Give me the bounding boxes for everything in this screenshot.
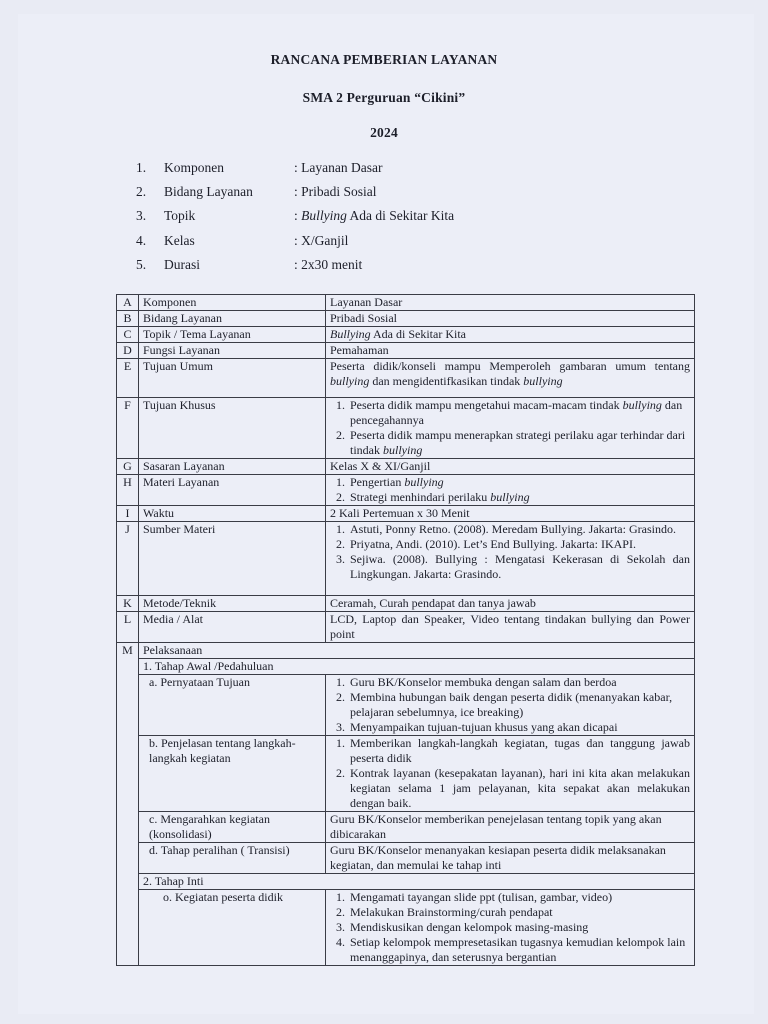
info-list (136, 160, 454, 281)
row-value: 2 Kali Pertemuan x 30 Menit (326, 506, 695, 522)
table-row (117, 890, 695, 966)
objective-list (330, 398, 690, 458)
info-label: Durasi (164, 256, 200, 272)
table-row (117, 343, 695, 359)
table-row (117, 295, 695, 311)
row-label: Bidang Layanan (139, 311, 326, 327)
row-value: Pemahaman (326, 343, 695, 359)
row-code: K (117, 596, 139, 612)
row-label: Metode/Teknik (139, 596, 326, 612)
list-item-text: Peserta didik mampu mengetahui macam-macam tindak (350, 398, 623, 412)
row-label: Tujuan Khusus (139, 398, 326, 459)
row-value (326, 522, 695, 596)
row-code: H (117, 475, 139, 506)
list-item-italic: bullying (383, 443, 423, 457)
row-code: C (117, 327, 139, 343)
list-item (348, 490, 690, 505)
step-list (330, 890, 690, 965)
row-code: E (117, 359, 139, 398)
list-item: 2. Melakukan Brainstorming/curah pendapat (348, 905, 690, 920)
step-value: Guru BK/Konselor memberikan penejelasan tentang topik yang akan dibicarakan (326, 812, 695, 843)
list-item-text: Strategi menhindari perilaku (350, 490, 491, 504)
document-title: RANCANA PEMBERIAN LAYANAN (270, 52, 498, 67)
list-item: 1. Memberikan langkah-langkah kegiatan, tugas dan tanggung jawab peserta didik (348, 736, 690, 766)
info-number: 4. (136, 232, 147, 248)
list-item: 1. Guru BK/Konselor membuka dengan salam dan berdoa (348, 675, 690, 690)
row-value: LCD, Laptop dan Speaker, Video tentang tindakan bullying dan Power point (326, 612, 695, 643)
table-row (117, 459, 695, 475)
info-row (136, 160, 454, 184)
step-list (330, 675, 690, 735)
row-value-rest: Ada di Sekitar Kita (370, 327, 466, 341)
info-number: 5. (136, 256, 147, 272)
list-item: 3. Menyampaikan tujuan-tujuan khusus yang akan dicapai (348, 720, 690, 735)
table-row (117, 359, 695, 398)
info-label: Topik (164, 208, 196, 224)
info-number: 3. (136, 208, 147, 224)
row-label: Media / Alat (139, 612, 326, 643)
list-item: 4. Setiap kelompok mempresetasikan tugasnya kemudian kelompok lain menanggapinya, dan seterusnya bergantian (348, 935, 690, 965)
row-label: Waktu (139, 506, 326, 522)
step-value (326, 675, 695, 736)
info-value-prefix: : (294, 208, 302, 224)
list-item-italic: bullying (404, 475, 444, 489)
list-item (348, 398, 690, 428)
table-row (117, 675, 695, 736)
service-plan-table (116, 294, 695, 966)
table-row (117, 522, 695, 596)
row-value-text: dan mengidentifkasikan tindak (369, 374, 524, 388)
row-label: Materi Layanan (139, 475, 326, 506)
row-value (326, 475, 695, 506)
info-value: : X/Ganjil (294, 232, 349, 248)
list-item: 1. Mengamati tayangan slide ppt (tulisan, gambar, video) (348, 890, 690, 905)
list-item-italic: bullying (490, 490, 530, 504)
row-label: Fungsi Layanan (139, 343, 326, 359)
table-row (117, 612, 695, 643)
table-row (117, 812, 695, 843)
list-item: 2. Membina hubungan baik dengan peserta didik (menanyakan kabar, pelajaran sebelumnya, ice breaking) (348, 690, 690, 720)
step-value (326, 890, 695, 966)
step-label: c. Mengarahkan kegiatan (konsolidasi) (139, 812, 326, 843)
info-row (136, 184, 454, 208)
row-value: Kelas X & XI/Ganjil (326, 459, 695, 475)
table-row (117, 506, 695, 522)
row-value (326, 327, 695, 343)
list-item (348, 428, 690, 458)
row-code: D (117, 343, 139, 359)
row-value: Pribadi Sosial (326, 311, 695, 327)
row-code: B (117, 311, 139, 327)
list-item: 3. Sejiwa. (2008). Bullying : Mengatasi Kekerasan di Sekolah dan Lingkungan. Jakarta: Grasindo. (348, 552, 690, 582)
row-value: Ceramah, Curah pendapat dan tanya jawab (326, 596, 695, 612)
row-value-italic: bullying (523, 374, 563, 388)
document-year: 2024 (370, 125, 398, 140)
row-code: F (117, 398, 139, 459)
info-row (136, 257, 454, 281)
info-label: Bidang Layanan (164, 184, 253, 200)
row-code: L (117, 612, 139, 643)
info-row (136, 208, 454, 232)
row-label: Topik / Tema Layanan (139, 327, 326, 343)
row-label: Tujuan Umum (139, 359, 326, 398)
list-item: 3. Mendiskusikan dengan kelompok masing-masing (348, 920, 690, 935)
row-code: A (117, 295, 139, 311)
row-code: J (117, 522, 139, 596)
row-value (326, 398, 695, 459)
table-row (117, 475, 695, 506)
table-row (117, 596, 695, 612)
row-value-italic: Bullying (330, 327, 371, 341)
row-value-text: Peserta didik/konseli mampu Memperoleh gambaran umum tentang (330, 359, 690, 373)
reference-list (330, 522, 690, 582)
list-item-text: Pengertian (350, 475, 405, 489)
table-row (117, 311, 695, 327)
list-item-italic: bullying (622, 398, 662, 412)
step-label: a. Pernyataan Tujuan (139, 675, 326, 736)
info-label: Kelas (164, 232, 195, 248)
step-label: d. Tahap peralihan ( Transisi) (139, 843, 326, 874)
row-label: Sasaran Layanan (139, 459, 326, 475)
row-value-italic: bullying (330, 374, 370, 388)
info-value-rest: Ada di Sekitar Kita (346, 208, 455, 224)
info-value: : Layanan Dasar (294, 160, 383, 175)
info-number: 2. (136, 184, 147, 200)
row-code: I (117, 506, 139, 522)
step-list (330, 736, 690, 811)
table-row (117, 659, 695, 675)
row-label: Komponen (139, 295, 326, 311)
info-value-italic: Bullying (301, 208, 347, 224)
step-label: o. Kegiatan peserta didik (139, 890, 326, 966)
list-item: 1. Astuti, Ponny Retno. (2008). Meredam Bullying. Jakarta: Grasindo. (348, 522, 690, 537)
list-item: 2. Priyatna, Andi. (2010). Let’s End Bullying. Jakarta: IKAPI. (348, 537, 690, 552)
step-value (326, 736, 695, 812)
stage-heading: 2. Tahap Inti (139, 874, 695, 890)
row-label: Pelaksanaan (139, 643, 695, 659)
school-name: SMA 2 Perguruan “Cikini” (302, 90, 466, 105)
list-item-text: Peserta didik mampu menerapkan strategi perilaku agar terhindar dari tindak (350, 428, 686, 457)
table-row (117, 843, 695, 874)
step-label: b. Penjelasan tentang langkah-langkah kegiatan (139, 736, 326, 812)
info-value: : Pribadi Sosial (294, 184, 377, 200)
step-value: Guru BK/Konselor menanyakan kesiapan peserta didik melaksanakan kegiatan, dan memulai ke tahap inti (326, 843, 695, 874)
table-row (117, 398, 695, 459)
row-code: M (117, 643, 139, 966)
list-item-text: dan pencegahannya (350, 398, 683, 427)
row-value (326, 359, 695, 398)
info-value: : 2x30 menit (294, 256, 363, 272)
row-code: G (117, 459, 139, 475)
info-number: 1. (136, 160, 147, 175)
list-item (348, 475, 690, 490)
info-value (294, 208, 454, 232)
stage-heading: 1. Tahap Awal /Pedahuluan (139, 659, 695, 675)
info-label: Komponen (164, 160, 224, 175)
table-row (117, 643, 695, 659)
info-row (136, 233, 454, 257)
row-label: Sumber Materi (139, 522, 326, 596)
row-value: Layanan Dasar (326, 295, 695, 311)
table-row (117, 736, 695, 812)
list-item: 2. Kontrak layanan (kesepakatan layanan), hari ini kita akan melakukan kegiatan selama 1 jam pelayanan, kita sepakat akan melakukan dengan baik. (348, 766, 690, 811)
table-row (117, 327, 695, 343)
table-row (117, 874, 695, 890)
material-list (330, 475, 690, 505)
